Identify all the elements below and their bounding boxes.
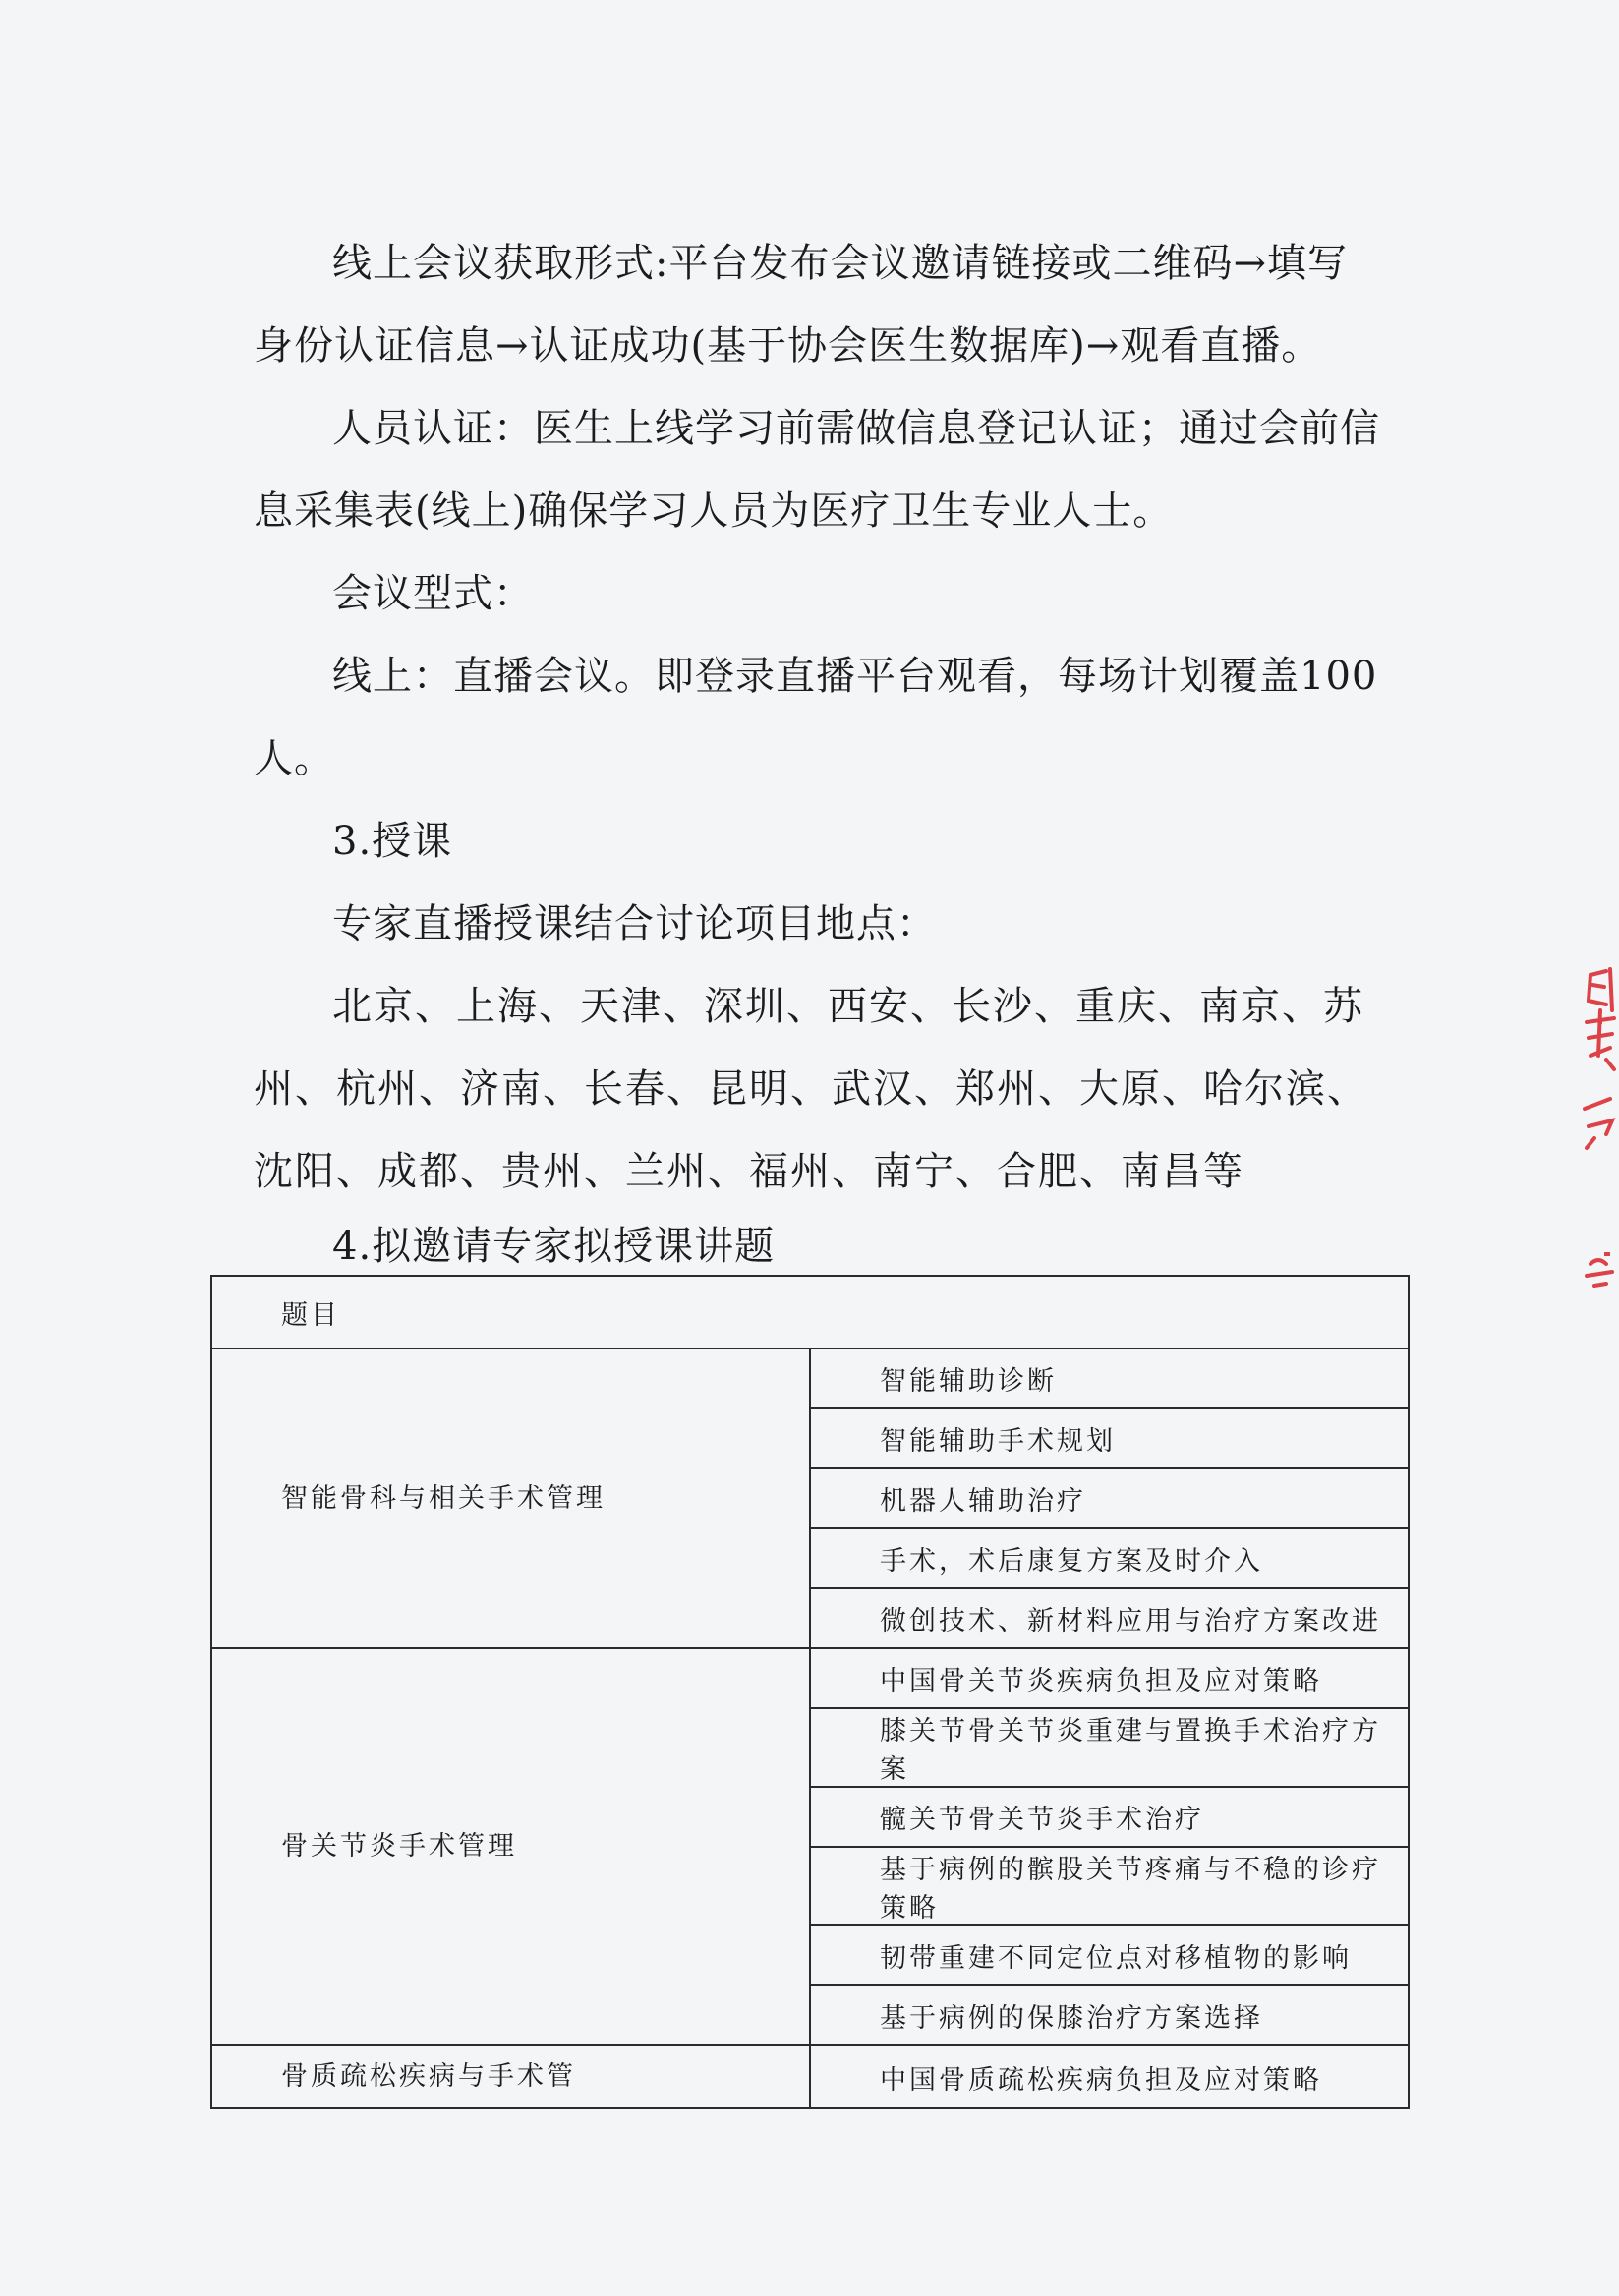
topic-cell: 基于病例的保膝治疗方案选择 [810,1985,1409,2045]
red-seal-stamp-fragment [1577,961,1619,1325]
topic-cell: 中国骨关节炎疾病负担及应对策略 [810,1648,1409,1708]
topics-table [210,1275,1410,2109]
paragraph-online-format: 线上：直播会议。即登录直播平台观看，每场计划覆盖100人。 [254,654,1378,781]
table-row [211,1648,1409,1708]
topic-cell: 中国骨质疏松疾病负担及应对策略 [810,2045,1409,2108]
paragraph-city-list: 北京、上海、天津、深圳、西安、长沙、重庆、南京、苏州、杭州、济南、长春、昆明、武汉、郑州、大原、哈尔滨、沈阳、成都、贵州、兰州、福州、南宁、合肥、南昌等 [254,984,1368,1194]
topic-cell: 基于病例的髌股关节疼痛与不稳的诊疗策略 [810,1847,1409,1925]
topic-cell: 膝关节骨关节炎重建与置换手术治疗方案 [810,1708,1409,1787]
table-row [211,2045,1409,2108]
category-cell [211,1648,810,2045]
paragraph-locations-intro: 专家直播授课结合讨论项目地点： [332,901,937,947]
category-label: 骨关节炎手术管理 [281,1831,517,1862]
paragraph-online-access: 线上会议获取形式:平台发布会议邀请链接或二维码→填写身份认证信息→认证成功(基于协会医生数据库)→观看直播。 [254,241,1348,369]
paragraph-verification: 人员认证：医生上线学习前需做信息登记认证；通过会前信息采集表(线上)确保学习人员为医疗卫生专业人士。 [254,406,1380,534]
category-cell [211,2045,810,2108]
paragraph-format-heading: 会议型式： [332,571,534,616]
topic-cell: 机器人辅助治疗 [810,1468,1409,1528]
topic-cell: 韧带重建不同定位点对移植物的影响 [810,1925,1409,1985]
topic-cell: 微创技术、新材料应用与治疗方案改进 [810,1588,1409,1648]
category-label: 智能骨科与相关手术管理 [281,1482,606,1514]
table-header-cell: 题目 [211,1276,1409,1349]
topic-cell: 手术，术后康复方案及时介入 [810,1528,1409,1588]
table-row [211,1349,1409,1408]
table-header-row [211,1276,1409,1349]
topic-cell: 髋关节骨关节炎手术治疗 [810,1787,1409,1847]
category-cell [211,1349,810,1648]
topic-cell: 智能辅助诊断 [810,1349,1409,1408]
category-label: 骨质疏松疾病与手术管 [281,2061,576,2092]
section-3-heading: 3.授课 [332,819,453,864]
section-4-heading: 4.拟邀请专家拟授课讲题 [332,1224,776,1269]
topic-cell: 智能辅助手术规划 [810,1408,1409,1468]
